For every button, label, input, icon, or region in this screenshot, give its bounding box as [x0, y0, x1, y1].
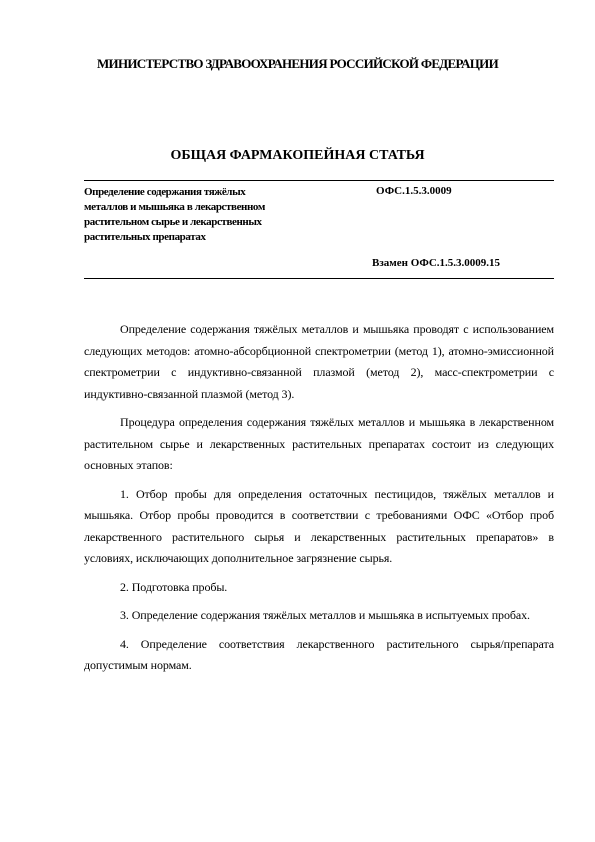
article-subject-line: Определение содержания тяжёлых [84, 186, 246, 198]
body-paragraph-intro: Определение содержания тяжёлых металлов и мышьяка проводят с использованием следующих методов: атомно-абсорбционной спектрометрии (метод 1), атомно-эмиссионной спектрометрии с индуктивно-связанной плазмой (метод 2), масс-спектрометрии с индуктивно-связанной плазмой (метод 3). [84, 322, 554, 401]
article-code: ОФС.1.5.3.0009 [376, 185, 452, 197]
header-top-divider [84, 180, 554, 181]
body-paragraph-procedure: Процедура определения содержания тяжёлых металлов и мышьяка в лекарственном растительном сырье и лекарственных растительных препаратах состоит из следующих основных этапов: [84, 415, 554, 472]
article-subject-line: металлов и мышьяка в лекарственном [84, 201, 265, 213]
article-body [84, 319, 554, 684]
ministry-heading: МИНИСТЕРСТВО ЗДРАВООХРАНЕНИЯ РОССИЙСКОЙ ФЕДЕРАЦИИ [96, 56, 499, 71]
document-type-title: ОБЩАЯ ФАРМАКОПЕЙНАЯ СТАТЬЯ [170, 148, 425, 163]
article-subject [84, 185, 346, 245]
article-subject-line: растительном сырье и лекарственных [84, 216, 262, 228]
article-subject-line: растительных препаратах [84, 231, 206, 243]
body-list-item-4: 4. Определение соответствия лекарственного растительного сырья/препарата допустимым нормам. [84, 636, 554, 672]
header-bottom-divider [84, 278, 554, 279]
body-list-item-3: 3. Определение содержания тяжёлых металлов и мышьяка в испытуемых пробах. [120, 608, 530, 622]
body-list-item-2: 2. Подготовка пробы. [120, 579, 228, 594]
body-list-item-1: 1. Отбор пробы для определения остаточных пестицидов, тяжёлых металлов и мышьяка. Отбор пробы проводится в соответствии с требованиями ОФС «Отбор проб лекарственного растительного сырья и лекарственных растительных препаратов» в условиях, исключающих дополнительное загрязнение сырья. [84, 486, 554, 565]
replaces-code: Взамен ОФС.1.5.3.0009.15 [372, 257, 501, 269]
